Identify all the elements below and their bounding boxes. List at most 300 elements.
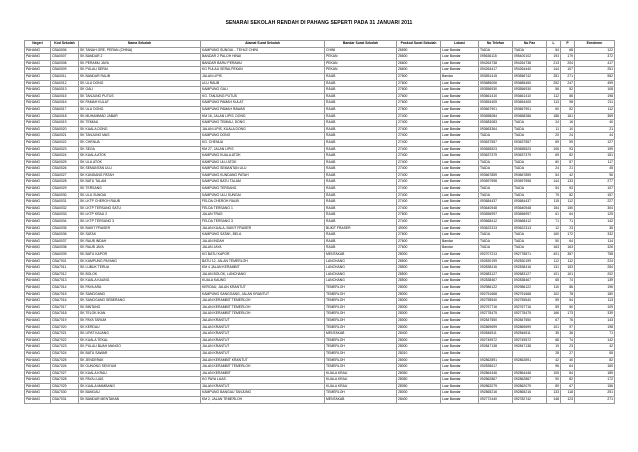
cell-no-telefon: 093622313 — [479, 225, 513, 232]
cell-negeri: PAHANG — [25, 199, 51, 206]
cell-no-telefon: 092862079 — [479, 383, 513, 390]
cell-negeri: PAHANG — [25, 93, 51, 100]
cell-bandar-surat: RAUB — [325, 106, 397, 113]
cell-bandar-surat: TEMERLOH — [325, 344, 397, 351]
cell-poskod: 27400 — [397, 126, 441, 133]
cell-lelaki: 101 — [547, 324, 561, 331]
cell-lelaki: 154 — [547, 205, 561, 212]
cell-bandar-surat: BUKIT FRASER — [325, 225, 397, 232]
cell-negeri: PAHANG — [25, 311, 51, 318]
cell-negeri: PAHANG — [25, 331, 51, 338]
cell-poskod: 28400 — [397, 397, 441, 404]
cell-lokasi: Luar Bandar — [441, 179, 479, 186]
cell-enrolmen: 71 — [575, 331, 615, 338]
cell-kod-sekolah: CBA0038 — [51, 245, 79, 252]
cell-lelaki: 68 — [547, 337, 561, 344]
cell-perempuan: 52 — [561, 106, 575, 113]
cell-negeri: PAHANG — [25, 377, 51, 384]
cell-enrolmen: 326 — [575, 245, 615, 252]
table-row — [25, 337, 615, 344]
cell-bandar-surat: RAUB — [325, 93, 397, 100]
cell-nama-sekolah: SK BANDAR 2 — [79, 54, 201, 61]
cell-poskod: 27400 — [397, 146, 441, 153]
cell-alamat-surat: JALAN KRANTUT — [201, 317, 325, 324]
cell-no-fax: 092862079 — [513, 383, 547, 390]
cell-kod-sekolah: CBA0030 — [51, 192, 79, 199]
cell-alamat-surat: JALAN KERAMBIT TEMERLOH — [201, 311, 325, 318]
column-header-lelaki: L — [547, 41, 561, 48]
cell-kod-sekolah: CBA7016 — [51, 298, 79, 305]
cell-perempuan: 86 — [561, 93, 575, 100]
cell-negeri: PAHANG — [25, 67, 51, 74]
cell-enrolmen: 196 — [575, 284, 615, 291]
cell-lokasi: Luar Bandar — [441, 397, 479, 404]
cell-kod-sekolah: CBA7028 — [51, 377, 79, 384]
cell-kod-sekolah: CBA7025 — [51, 357, 79, 364]
cell-negeri: PAHANG — [25, 291, 51, 298]
cell-poskod: 28050 — [397, 377, 441, 384]
cell-enrolmen: 417 — [575, 60, 615, 67]
cell-enrolmen: 369 — [575, 113, 615, 120]
cell-lokasi: Luar Bandar — [441, 93, 479, 100]
cell-lelaki: 163 — [547, 245, 561, 252]
cell-enrolmen: 304 — [575, 205, 615, 212]
cell-kod-sekolah: CBA7015 — [51, 291, 79, 298]
table-row — [25, 245, 615, 252]
cell-poskod: 27400 — [397, 133, 441, 140]
cell-no-telefon: 093661410 — [479, 93, 513, 100]
cell-lelaki: 193 — [547, 54, 561, 61]
cell-lelaki: 401 — [547, 252, 561, 259]
cell-alamat-surat: KAMPUNG ULU ATOK — [201, 159, 325, 166]
cell-no-fax: 092847550 — [513, 317, 547, 324]
cell-no-telefon: 093685006 — [479, 80, 513, 87]
cell-kod-sekolah: CBA0035 — [51, 225, 79, 232]
cell-no-fax: 092755540 — [513, 298, 547, 305]
cell-bandar-surat: MENTAKAB — [325, 252, 397, 259]
cell-kod-sekolah: CBA7019 — [51, 317, 79, 324]
cell-enrolmen: 202 — [575, 271, 615, 278]
table-row — [25, 271, 615, 278]
cell-perempuan: 101 — [561, 271, 575, 278]
cell-no-fax: 093656997 — [513, 212, 547, 219]
cell-enrolmen: 180 — [575, 291, 615, 298]
cell-kod-sekolah: CBA7031 — [51, 397, 79, 404]
cell-alamat-surat: KM 4 JALAN KERAMBIT — [201, 265, 325, 272]
cell-bandar-surat: KUALA KRAU — [325, 383, 397, 390]
cell-lokasi: Luar Bandar — [441, 54, 479, 61]
cell-no-fax: 093640548 — [513, 205, 547, 212]
cell-lokasi: Luar Bandar — [441, 291, 479, 298]
cell-no-telefon: 093667859 — [479, 172, 513, 179]
table-row — [25, 331, 615, 338]
cell-alamat-surat: FELDA TERSANG 1 — [201, 205, 325, 212]
cell-kod-sekolah: CBA0031 — [51, 199, 79, 206]
cell-kod-sekolah: CBA0009 — [51, 67, 79, 74]
cell-lokasi: Luar Bandar — [441, 344, 479, 351]
cell-no-telefon: 092830199 — [479, 258, 513, 265]
cell-nama-sekolah: SK LKTP KRAU 2 — [79, 212, 201, 219]
cell-poskod: 26600 — [397, 67, 441, 74]
cell-kod-sekolah: CBA7013 — [51, 278, 79, 285]
table-row — [25, 120, 615, 127]
cell-bandar-surat: PEKAN — [325, 54, 397, 61]
cell-alamat-surat: ULU RAUB — [201, 80, 325, 87]
cell-lelaki: 20 — [547, 133, 561, 140]
cell-perempuan: 64 — [561, 238, 575, 245]
cell-no-fax: 092782742 — [513, 397, 547, 404]
cell-nama-sekolah: SK KUNDANG PATAH — [79, 172, 201, 179]
cell-poskod: 27600 — [397, 238, 441, 245]
table-row — [25, 172, 615, 179]
cell-alamat-surat: JALAN KERAMBIT TEMERLOH — [201, 364, 325, 371]
table-row — [25, 80, 615, 87]
cell-lelaki: 61 — [547, 212, 561, 219]
cell-no-telefon: TIADA — [479, 166, 513, 173]
cell-no-fax: 092986122 — [513, 284, 547, 291]
cell-lelaki: 188 — [547, 113, 561, 120]
cell-perempuan: 64 — [561, 364, 575, 371]
cell-bandar-surat: TEMERLOH — [325, 291, 397, 298]
cell-alamat-surat: KAMPUNG PAMAH RAWAS — [201, 106, 325, 113]
cell-lelaki: 60 — [547, 106, 561, 113]
cell-no-telefon: 092862867 — [479, 377, 513, 384]
cell-no-fax: 093685450 — [513, 80, 547, 87]
column-header-kod-sekolah: Kod Sekolah — [51, 41, 79, 48]
cell-kod-sekolah: CBA0033 — [51, 212, 79, 219]
cell-enrolmen: 42 — [575, 344, 615, 351]
cell-kod-sekolah: CBA7012 — [51, 271, 79, 278]
cell-negeri: PAHANG — [25, 304, 51, 311]
cell-alamat-surat: JALAN KERAMBIT TEMERLOH — [201, 298, 325, 305]
cell-negeri: PAHANG — [25, 317, 51, 324]
table-row — [25, 225, 615, 232]
cell-perempuan: 204 — [561, 60, 575, 67]
table-row — [25, 324, 615, 331]
cell-enrolmen: 156 — [575, 383, 615, 390]
cell-lelaki: 131 — [547, 265, 561, 272]
table-row — [25, 73, 615, 80]
cell-no-fax: 093684437 — [513, 199, 547, 206]
cell-nama-sekolah: SK GALI — [79, 87, 201, 94]
cell-lokasi: Luar Bandar — [441, 192, 479, 199]
cell-enrolmen: 127 — [575, 139, 615, 146]
cell-lokasi: Luar Bandar — [441, 172, 479, 179]
cell-perempuan: 23 — [561, 344, 575, 351]
cell-lelaki: 160 — [547, 232, 561, 239]
cell-poskod: 27600 — [397, 80, 441, 87]
cell-poskod: 27400 — [397, 219, 441, 226]
cell-negeri: PAHANG — [25, 87, 51, 94]
cell-lelaki: 148 — [547, 397, 561, 404]
cell-bandar-surat: RAUB — [325, 80, 397, 87]
cell-alamat-surat: KAMPUNG DONG — [201, 133, 325, 140]
cell-perempuan: 86 — [561, 284, 575, 291]
cell-lelaki: 101 — [547, 271, 561, 278]
cell-alamat-surat: KAMPUNG TEMIAU, DONG — [201, 120, 325, 127]
cell-alamat-surat: BATU 12, JALAN TEMERLOH — [201, 258, 325, 265]
cell-no-fax: 093667901 — [513, 106, 547, 113]
cell-alamat-surat: JALAN KRANTUT — [201, 324, 325, 331]
cell-kod-sekolah: CBA0036 — [51, 232, 79, 239]
cell-enrolmen: 224 — [575, 258, 615, 265]
cell-negeri: PAHANG — [25, 186, 51, 193]
cell-perempuan: 112 — [561, 258, 575, 265]
cell-no-fax: 092864446 — [513, 370, 547, 377]
column-header-nama-sekolah: Nama Sekolah — [79, 41, 201, 48]
cell-bandar-surat: TEMERLOH — [325, 284, 397, 291]
cell-poskod: 27400 — [397, 186, 441, 193]
cell-negeri: PAHANG — [25, 258, 51, 265]
cell-negeri: PAHANG — [25, 47, 51, 54]
table-row — [25, 284, 615, 291]
cell-poskod: 27400 — [397, 199, 441, 206]
cell-alamat-surat: KAMPUNG BANGAU TANJUNG — [201, 390, 325, 397]
cell-no-telefon: 093637557 — [479, 139, 513, 146]
cell-no-fax: 092767716 — [513, 304, 547, 311]
cell-bandar-surat: PEKAN — [325, 60, 397, 67]
table-row — [25, 47, 615, 54]
cell-alamat-surat: KG. CHENUA — [201, 139, 325, 146]
cell-alamat-surat: JALAN BOLOK, LANCHANG — [201, 271, 325, 278]
cell-alamat-surat: JALAN KERAMBIT — [201, 370, 325, 377]
cell-kod-sekolah: CBA7024 — [51, 350, 79, 357]
cell-no-telefon: 092749572 — [479, 337, 513, 344]
cell-lelaki: 113 — [547, 100, 561, 107]
cell-alamat-surat: KAMPUNG GALI — [201, 87, 325, 94]
cell-lokasi: Luar Bandar — [441, 278, 479, 285]
cell-lelaki: 59 — [547, 304, 561, 311]
cell-kod-sekolah: CBA7001 — [51, 258, 79, 265]
cell-perempuan: 173 — [561, 311, 575, 318]
cell-bandar-surat: RAUB — [325, 139, 397, 146]
cell-bandar-surat: RAUB — [325, 120, 397, 127]
cell-negeri: PAHANG — [25, 126, 51, 133]
cell-perempuan: 153 — [561, 265, 575, 272]
cell-poskod: 27400 — [397, 192, 441, 199]
cell-alamat-surat: KAMPUNG ULU SUNGAI — [201, 192, 325, 199]
cell-nama-sekolah: SK MUHAMMAD JABAR — [79, 113, 201, 120]
cell-nama-sekolah: SK GUNONG SENYUM — [79, 364, 201, 371]
cell-nama-sekolah: SK KUALA KRAU — [79, 370, 201, 377]
column-header-no-telefon: No Telefon — [479, 41, 513, 48]
cell-lelaki: 11 — [547, 126, 561, 133]
cell-kod-sekolah: CBA0027 — [51, 172, 79, 179]
table-row — [25, 252, 615, 259]
cell-bandar-surat: RAUB — [325, 153, 397, 160]
cell-lelaki: 56 — [547, 87, 561, 94]
cell-nama-sekolah: SK TERSANG — [79, 186, 201, 193]
table-row — [25, 238, 615, 245]
cell-enrolmen: 55 — [575, 350, 615, 357]
cell-enrolmen: 21 — [575, 126, 615, 133]
cell-negeri: PAHANG — [25, 146, 51, 153]
cell-no-fax: TIADA — [513, 238, 547, 245]
cell-no-telefon: 092683127 — [479, 271, 513, 278]
cell-negeri: PAHANG — [25, 252, 51, 259]
cell-poskod: 28000 — [397, 291, 441, 298]
cell-lokasi: Luar Bandar — [441, 331, 479, 338]
cell-bandar-surat: RAUB — [325, 159, 397, 166]
cell-bandar-surat: TEMERLOH — [325, 298, 397, 305]
cell-negeri: PAHANG — [25, 357, 51, 364]
cell-negeri: PAHANG — [25, 106, 51, 113]
table-row — [25, 311, 615, 318]
cell-negeri: PAHANG — [25, 179, 51, 186]
cell-kod-sekolah: CBA7020 — [51, 324, 79, 331]
cell-no-telefon: 092838467 — [479, 278, 513, 285]
cell-negeri: PAHANG — [25, 54, 51, 61]
cell-negeri: PAHANG — [25, 397, 51, 404]
cell-no-fax: TIADA — [513, 133, 547, 140]
cell-bandar-surat: CHINI — [325, 47, 397, 54]
cell-no-fax: 092751668 — [513, 291, 547, 298]
cell-nama-sekolah: SK RAUB JAYA — [79, 245, 201, 252]
cell-lokasi: Luar Bandar — [441, 324, 479, 331]
cell-no-fax: TIADA — [513, 120, 547, 127]
cell-bandar-surat: LANCHANG — [325, 278, 397, 285]
cell-no-telefon: TIADA — [479, 232, 513, 239]
cell-alamat-surat: JALAN TRAS — [201, 212, 325, 219]
table-row — [25, 159, 615, 166]
cell-kod-sekolah: CBA0028 — [51, 179, 79, 186]
cell-kod-sekolah: CBA0011 — [51, 73, 79, 80]
cell-kod-sekolah: CBA0032 — [51, 205, 79, 212]
cell-nama-sekolah: SK PAMAH KULAT — [79, 100, 201, 107]
cell-negeri: PAHANG — [25, 166, 51, 173]
cell-enrolmen: 199 — [575, 146, 615, 153]
cell-no-fax: TIADA — [513, 47, 547, 54]
table-row — [25, 179, 615, 186]
cell-no-telefon: TIADA — [479, 192, 513, 199]
cell-enrolmen: 157 — [575, 192, 615, 199]
cell-no-fax: 092862867 — [513, 377, 547, 384]
cell-lelaki: 213 — [547, 60, 561, 67]
cell-alamat-surat: KG PULAU SERAI,PEKAN — [201, 67, 325, 74]
cell-lokasi: Luar Bandar — [441, 133, 479, 140]
cell-perempuan: 163 — [561, 245, 575, 252]
cell-nama-sekolah: SK SANGGANG SEBERANG — [79, 298, 201, 305]
table-row — [25, 93, 615, 100]
cell-alamat-surat: JALAN KRANTUT — [201, 344, 325, 351]
cell-poskod: 26600 — [397, 54, 441, 61]
cell-no-fax: 093697598 — [513, 179, 547, 186]
cell-poskod: 28000 — [397, 344, 441, 351]
cell-no-telefon: 093668412 — [479, 219, 513, 226]
cell-perempuan: 133 — [561, 179, 575, 186]
cell-perempuan: 179 — [561, 54, 575, 61]
cell-enrolmen: 45 — [575, 166, 615, 173]
cell-lelaki: 144 — [547, 179, 561, 186]
cell-alamat-surat: JALAN KERAMBIT KRANTUT — [201, 357, 325, 364]
table-row — [25, 317, 615, 324]
cell-lelaki: 110 — [547, 284, 561, 291]
cell-alamat-surat: KG PAYA LUAS — [201, 377, 325, 384]
cell-no-telefon: 092835617 — [479, 364, 513, 371]
cell-nama-sekolah: SK RAUB INDAH — [79, 238, 201, 245]
cell-lokasi: Luar Bandar — [441, 258, 479, 265]
cell-negeri: PAHANG — [25, 238, 51, 245]
cell-poskod: 28000 — [397, 364, 441, 371]
cell-nama-sekolah: SK BATU SAWAR — [79, 350, 201, 357]
cell-bandar-surat: TEMERLOH — [325, 304, 397, 311]
cell-lelaki: 69 — [547, 139, 561, 146]
cell-alamat-surat: JALAN KRANTUT — [201, 337, 325, 344]
cell-poskod: 27600 — [397, 73, 441, 80]
cell-no-fax: 092847138 — [513, 344, 547, 351]
cell-no-fax: 093661410 — [513, 93, 547, 100]
cell-perempuan: 74 — [561, 278, 575, 285]
cell-lokasi: Luar Bandar — [441, 377, 479, 384]
cell-lokasi: Luar Bandar — [441, 271, 479, 278]
cell-lelaki: 112 — [547, 93, 561, 100]
cell-lelaki: 67 — [547, 317, 561, 324]
cell-no-fax: 093655523 — [513, 146, 547, 153]
cell-no-telefon: TIADA — [479, 238, 513, 245]
table-row — [25, 192, 615, 199]
cell-enrolmen: 114 — [575, 238, 615, 245]
cell-lokasi: Luar Bandar — [441, 225, 479, 232]
cell-negeri: PAHANG — [25, 350, 51, 357]
cell-perempuan: 112 — [561, 199, 575, 206]
cell-enrolmen: 109 — [575, 304, 615, 311]
cell-nama-sekolah: SK PAYA TARUM — [79, 317, 201, 324]
cell-bandar-surat: RAUB — [325, 133, 397, 140]
cell-perempuan: 52 — [561, 87, 575, 94]
cell-nama-sekolah: SK SEMANTAN ULU — [79, 166, 201, 173]
cell-perempuan: 181 — [561, 113, 575, 120]
cell-enrolmen: 96 — [575, 172, 615, 179]
cell-no-fax: TIADA — [513, 126, 547, 133]
cell-enrolmen: 251 — [575, 67, 615, 74]
cell-no-telefon: 094264738 — [479, 60, 513, 67]
cell-kod-sekolah: CBA0015 — [51, 93, 79, 100]
cell-lokasi: Luar Bandar — [441, 383, 479, 390]
cell-nama-sekolah: SK LKTP TERSANG SATU — [79, 205, 201, 212]
cell-bandar-surat: RAUB — [325, 100, 397, 107]
cell-kod-sekolah: CBA0008 — [51, 60, 79, 67]
cell-enrolmen: 251 — [575, 390, 615, 397]
cell-no-fax: 094264738 — [513, 60, 547, 67]
cell-no-telefon: 092847550 — [479, 317, 513, 324]
cell-enrolmen: 44 — [575, 133, 615, 140]
cell-alamat-surat: KM 27, JALAN LIPIS — [201, 146, 325, 153]
cell-kod-sekolah: CBA7017 — [51, 304, 79, 311]
cell-negeri: PAHANG — [25, 159, 51, 166]
table-row — [25, 67, 615, 74]
cell-poskod: 28000 — [397, 298, 441, 305]
cell-no-fax: TIADA — [513, 192, 547, 199]
cell-negeri: PAHANG — [25, 324, 51, 331]
cell-no-telefon: TIADA — [479, 245, 513, 252]
table-row — [25, 100, 615, 107]
cell-negeri: PAHANG — [25, 284, 51, 291]
cell-bandar-surat: RAUB — [325, 172, 397, 179]
cell-perempuan: 271 — [561, 73, 575, 80]
cell-no-telefon: 092869699 — [479, 324, 513, 331]
cell-negeri: PAHANG — [25, 100, 51, 107]
cell-poskod: 28500 — [397, 278, 441, 285]
cell-poskod: 28000 — [397, 317, 441, 324]
cell-negeri: PAHANG — [25, 245, 51, 252]
cell-no-fax: 093668412 — [513, 219, 547, 226]
column-header-lokasi: Lokasi — [441, 41, 479, 48]
cell-perempuan: 64 — [561, 212, 575, 219]
cell-poskod: 28000 — [397, 252, 441, 259]
cell-poskod: 27600 — [397, 93, 441, 100]
column-header-negeri: Negeri — [25, 41, 51, 48]
cell-perempuan: 53 — [561, 186, 575, 193]
